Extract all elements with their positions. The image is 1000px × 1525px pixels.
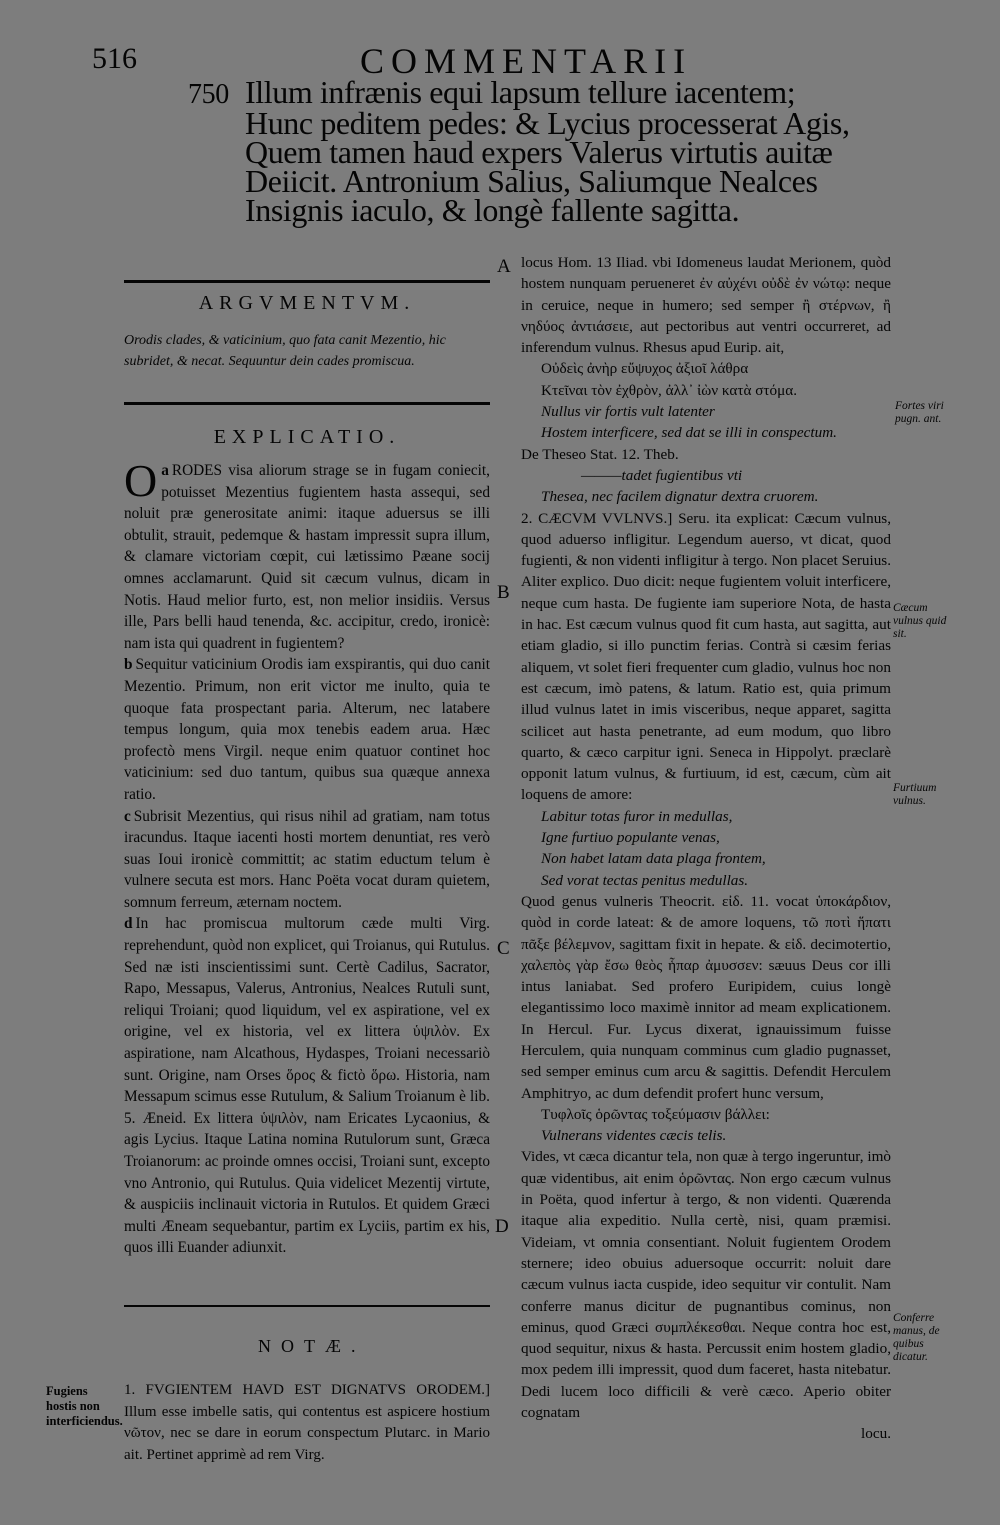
notae-title: NOTÆ.: [258, 1336, 366, 1356]
paragraph: d In hac promiscua multorum cæde multi Virg. reprehendunt, quòd non explicet, qui Troianus, qui Rutulus. Sed næ isti inscientissimi sunt. Certè Cadilus, Sacrator, Rapo, Messapus, Valerus, Antronius, Nealces Rutuli sunt, reliqui Troiani; quod liquidum, vel ex aspiratione, vel ex origine, vel ex historia, vel ex littera ὑψιλὸν. Ex aspiratione, nam Alcathous, Hydaspes, Troiani necessariò sunt. Origine, nam Orses ὅρος & fictὸ ὅρω. Historia, nam Messapum scimus esse Rutulum, & Salium Troianum è lib. 5. Æneid. Ex littera ὑψιλὸν, nam Ericates Lycaonius, & agis Lycius. Itaque Latina nomina Rutulorum sunt, Græca Troianorum: ac proinde omnes occisi, Troiani sunt, excepto vno Antronio, qui Rutulus. Quia videlicet Mezentij virtute, & auspiciis inclinauit victoria in Rutulos. Et quidem Græci multi Æneam sequebantur, partim ex Lyciis, partim ex his, quos illi Euander adiunxit.: [124, 915, 490, 1257]
paragraph: a O RODES visa aliorum strage se in fugam coniecit, potuisset Mezentius fugientem hasta assequi, sed noluit præ generositate animi: itaque aduersus se illi obtulit, strauit, pedemque & hastam impressit supra illum, & clamare victoriam cœpit, cui lætissimo Pæane socij omnes acclamarunt. Quid sit cæcum vulnus, dicam in Notis. Haud melior furto, est, non melior insidiis. Versus ille, Pars belli haud tenenda, &c. accipitur, credo, ironicè: nam ista qui quadrent in fugientem?: [124, 455, 490, 652]
verse-line: 750 Illum infrænis equi lapsum tellure iacentem;: [188, 74, 796, 110]
verse-number: 750: [188, 79, 229, 110]
paragraph: Vides, vt cæca dicantur tela, non quæ à tergo ingeruntur, imò quæ videntibus, ait enim ὁρῶντας. Non ergo cæcum vulnus in Poëta, quod infertur à tergo, & non videnti. Quærenda itaque alia expeditio. Nulla certè, nisi, quam præmisi. Videiam, vt omnia consentiant. Noluit fugientem Orodem sternere; ideo obuius aduersoque occurrit: noluit dare cæcum vulnus iacta cuspide, ideo sequitur vir contulit. Nam conferre manus dicitur de pugnantibus cominus, non eminus, quod Græci συμπλέκεσθαι. Neque contra hoc est, quod sequitur, nixus & hasta. Percussit enim hostem gladio, mox pedem illi impressit, quod dum faceret, hasta nitebatur. Dedi lucem loco difficili & verè cæco. Aperio obiter cognatam: [521, 1148, 891, 1422]
verse-block: [188, 74, 850, 228]
drop-cap: O: [124, 455, 158, 506]
divider-rule: [124, 1305, 490, 1307]
verse-line: Deiicit. Antronium Salius, Saliumque Nealces: [245, 163, 818, 199]
notae-text: 1. FVGIENTEM HAVD EST DIGNATVS ORODEM.] Illum esse imbelle satis, qui contentus est aspicere hostium νῶτον, nec se dare in eorum conspectum Plutarc. in Mario ait. Pertinet apprimè ad rem Virg.: [124, 1382, 490, 1463]
argumentum-text: Orodis clades, & vaticinium, quo fata canit Mezentio, hic subridet, & necat. Sequuntur dein cades promiscua.: [124, 333, 446, 369]
explicatio-title: EXPLICATIO.: [213, 426, 401, 448]
paragraph: locus Hom. 13 Iliad. vbi Idomeneus laudat Merionem, quòd hostem nunquam perueneret ἐν αὐχένι οὐδὲ ἐν νώτῳ: neque in ceruice, neque in humero; sed semper ἢ στέρνων, ἢ νηδύος ἀντιάσειε, aut pectoribus aut ventri occurreret, ad inferendum vulnus. Rhesus apud Eurip. ait,: [521, 254, 891, 357]
side-note: Fortes viri pugn. ant.: [895, 400, 944, 425]
paragraph: De Theseo Stat. 12. Theb.: [521, 445, 679, 463]
side-note: Cæcum vulnus quid sit.: [893, 602, 947, 640]
side-note: Furtiuum vulnus.: [893, 782, 937, 807]
left-margin-note: Fugiens hostis non interficiendus.: [46, 1384, 123, 1428]
margin-letter: C: [497, 938, 510, 959]
latin-quote: Nullus vir fortis vult latenter Hostem interficere, sed dat se illi in conspectum.: [541, 403, 837, 442]
explicatio-body: [124, 455, 490, 1259]
divider-rule: [124, 402, 490, 405]
seneca-quote: Labitur totas furor in medullas, Igne furtiuo populante venas, Non habet latam data plaga frontem, Sed vorat tectas penitus medullas.: [541, 807, 766, 889]
side-note: Conferre manus, de quibus dicatur.: [893, 1312, 940, 1363]
verse-line: Quem tamen haud expers Valerus virtutis auitæ: [245, 134, 833, 170]
paragraph: c Subrisit Mezentius, qui risus nihil ad gratiam, nam totus iracundus. Itaque iacenti hosti mortem denuntiat, res verò suas Ioui ironicè committit; ac statim eductum telum è vulnere secuta est mors. Hanc Poëta vocat duram quietem, somnum ferreum, æternam noctem.: [124, 807, 490, 911]
greek-quote: Τυφλοῖς ὁρῶντας τοξεύμασιν βάλλει:: [541, 1105, 770, 1123]
paragraph: 2. CÆCVM VVLNVS.] Seru. ita explicat: Cæcum vulnus, quod aduerso infligitur. Legendum auerso, vt dicat, quod fugienti, & non videnti infligitur à tergo. Non placet Seruius. Aliter explico. Duo dicit: neque fugientem voluit interficere, neque cum hasta. De fugiente iam superiore Nota, de hasta in hac. Est cæcum vulnus quod fit cum hasta, aut sagitta, aut etiam gladio, si illo punctim ferias. Contrà si cæsim ferias aliquem, vt solet fieri frequenter cum gladio, vulnus hoc non est cæcum, imò patens, & latum. Ratio est, quia primum illud vulnus latet in imis visceribus, neque apparet, sagitta scilicet aut hasta penetrante, ad eum modum, quo libro quarto, & cæco carpitur igni. Seneca in Hippolyt. præclarè opponit latum vulnus, & furtiuum, id est, cæcum, cùm ait loquens de amore:: [521, 509, 891, 804]
verse-line: Hunc peditem pedes: & Lycius processerat Agis,: [245, 105, 850, 141]
paragraph: b Sequitur vaticinium Orodis iam exspirantis, qui duo canit Mezentio. Primum, non erit victor me inulto, quia te quoque fata prospectant paria. Alterum, nec latabere tempus longum, quia mox tenebis eadem arua. Hæc profectò mens Virgil. neque enim quatuor continet hoc vaticinium: sed duo tantum, quibus sua quæque annexa ratio.: [124, 656, 490, 803]
statius-quote: ———tadet fugientibus vti Thesea, nec facilem dignatur dextra cruorem.: [541, 466, 819, 506]
catchword: locu.: [861, 1425, 891, 1443]
argumentum-title: ARGVMENTVM.: [198, 292, 416, 314]
margin-letter: D: [495, 1216, 509, 1237]
greek-quote: Οὐδεὶς ἀνὴρ εὔψυχος ἀξιοῖ λάθρα Κτεῖναι τὸν ἐχθρὸν, ἀλλ᾽ ἰὼν κατὰ στόμα.: [541, 360, 798, 399]
margin-letter: B: [497, 582, 510, 603]
margin-letter: A: [497, 256, 511, 277]
running-title: COMMENTARII: [360, 41, 693, 81]
latin-quote: Vulnerans videntes cæcis telis.: [541, 1127, 727, 1145]
page-number: 516: [92, 42, 137, 75]
right-column: [521, 252, 891, 1445]
paragraph: Quod genus vulneris Theocrit. εἰδ. 11. vocat ὑποκάρδιον, quòd in corde lateat: & de amore loquens, τῶ ποτὶ ἥπατι πᾶξε βέλεμνον, sagittam fixit in hepate. & εἰδ. decimotertio, χαλεπὸς γὰρ ἔσω θεὸς ἧπαρ ἀμυσσεν: sæuus Deus cor illi intus laniabat. Sed profero Euripidem, cuius longè elegantissimo loco maximè innitor ad meam explicationem. In Hercul. Fur. Lycus dixerat, ignauissimum fuisse Herculem, quia nunquam comminus cum gladio pugnasset, sed semper eminus cum arcu & sagittis. Defendit Herculem Amphitryo, ac dum defendit profert hunc versum,: [521, 892, 891, 1102]
divider-rule: [124, 280, 490, 283]
verse-line: Insignis iaculo, & longè fallente sagitta.: [245, 192, 740, 228]
